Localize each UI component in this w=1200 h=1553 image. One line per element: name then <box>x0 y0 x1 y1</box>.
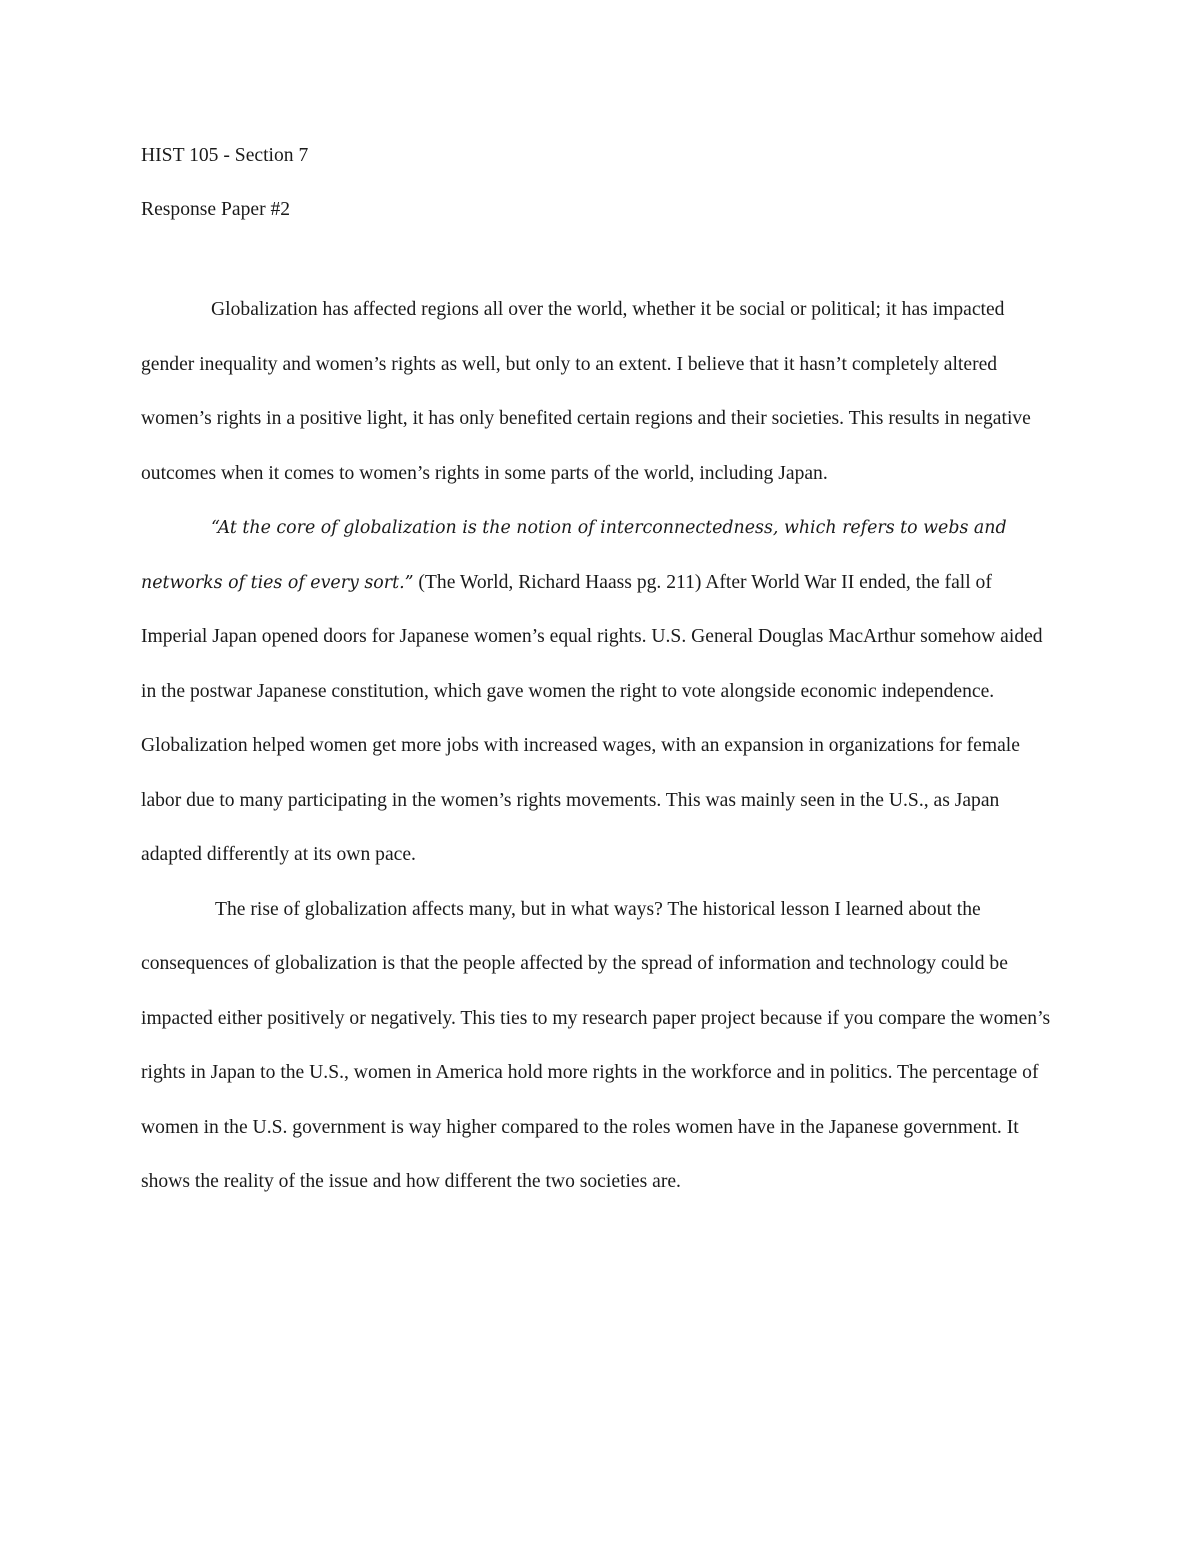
document-body <box>141 141 1061 1210</box>
paragraph-1: Globalization has affected regions all over the world, whether it be social or political; it has impacted gender inequality and women’s rights as well, but only to an extent. I believe that it hasn’t completely altered women’s rights in a positive light, it has only benefited certain regions and their societies. This results in negative outcomes when it comes to women’s rights in some parts of the world, including Japan. <box>141 299 1031 484</box>
course-header: HIST 105 - Section 7 <box>141 145 309 166</box>
paragraph-3: The rise of globalization affects many, but in what ways? The historical lesson I learned about the consequences of globalization is that the people affected by the spread of information and technology could be impacted either positively or negatively. This ties to my research paper project because if you compare the women’s rights in Japan to the U.S., women in America hold more rights in the workforce and in politics. The percentage of women in the U.S. government is way higher compared to the roles women have in the Japanese government. It shows the reality of the issue and how different the two societies are. <box>141 898 1051 1192</box>
paragraph-2 <box>141 501 1061 883</box>
paper-title: Response Paper #2 <box>141 199 291 220</box>
paragraph-2-text: (The World, Richard Haass pg. 211) After World War II ended, the fall of Imperial Japan opened doors for Japanese women’s equal rights. U.S. General Douglas MacArthur somehow aided in the postwar Japanese constitution, which gave women the right to vote alongside economic independence. Globalization helped women get more jobs with increased wages, with an expansion in organizations for female labor due to many participating in the women’s rights movements. This was mainly seen in the U.S., as Japan adapted differently at its own pace. <box>141 571 1043 865</box>
paragraph-2-quote: “At the core of globalization is the notion of interconnectedness, which refers to webs and networks of ties of every sort.” <box>141 518 1007 593</box>
